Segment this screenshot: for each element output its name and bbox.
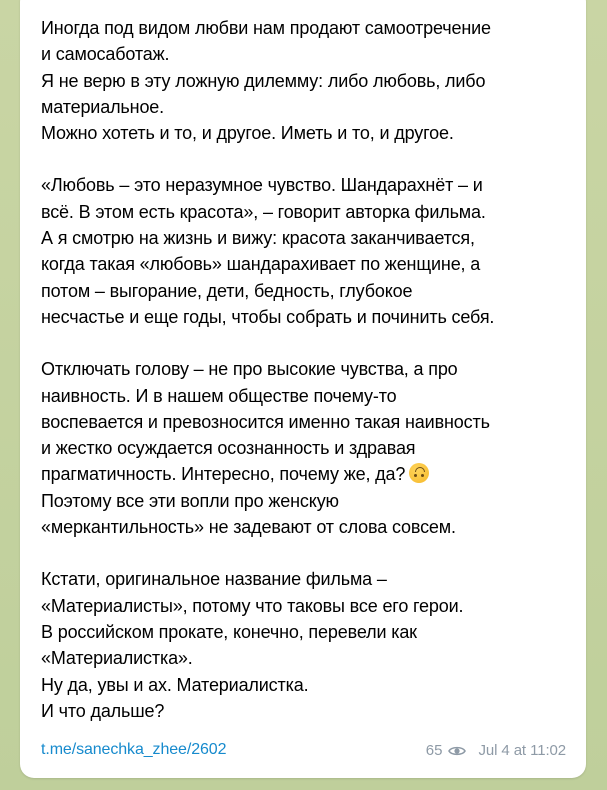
message-line: и самосаботаж. [41,44,170,65]
message-line: «Любовь – это неразумное чувство. Шандарахнёт – и [41,175,483,196]
message-paragraph-3 [41,356,566,540]
message-line: «Материалисты», потому что таковы все его герои. [41,595,464,616]
message-line-text: прагматичность. Интересно, почему же, да? [41,464,406,485]
message-timestamp: Jul 4 at 11:02 [478,741,566,759]
message-line: Я не верю в эту ложную дилемму: либо любовь, либо [41,70,486,91]
message-footer [41,738,566,762]
message-meta [426,742,566,759]
message-line: материальное. [41,96,165,117]
message-line: когда такая «любовь» шандарахивает по женщине, а [41,254,481,275]
eye-icon [448,744,466,756]
message-line: «Материалистка». [41,648,193,669]
message-line-with-emoji [41,461,566,487]
message-line: потом – выгорание, дети, бедность, глубокое [41,280,413,301]
post-link[interactable]: t.me/sanechka_zhee/2602 [41,741,227,758]
message-bubble [20,0,586,778]
message-line: Ну да, увы и ах. Материалистка. [41,674,309,695]
message-paragraph-4 [41,566,566,724]
message-line: наивность. И в нашем обществе почему-то [41,385,397,406]
message-line: И что дальше? [41,700,165,721]
message-line: Отключать голову – не про высокие чувства, а про [41,359,458,380]
message-line: воспевается и превозносится именно такая наивность [41,411,490,432]
views-count: 65 [425,741,443,759]
message-line: несчастье и еще годы, чтобы собрать и починить себя. [41,306,495,327]
message-line: Иногда под видом любви нам продают самоотречение [41,18,491,38]
message-line: «меркантильность» не задевают от слова совсем. [41,517,456,538]
message-line: всё. В этом есть красота», – говорит авторка фильма. [41,201,486,222]
upside-down-face-emoji-icon [409,463,429,483]
message-line: Кстати, оригинальное название фильма – [41,569,387,590]
message-paragraph-2 [41,172,566,330]
message-paragraph-1 [41,15,566,146]
message-line: и жестко осуждается осознанность и здравая [41,438,416,459]
message-line: Поэтому все эти вопли про женскую [41,490,339,511]
message-line: А я смотрю на жизнь и вижу: красота заканчивается, [41,228,475,249]
message-line: Можно хотеть и то, и другое. Иметь и то, и другое. [41,123,454,144]
message-line: В российском прокате, конечно, перевели как [41,621,417,642]
